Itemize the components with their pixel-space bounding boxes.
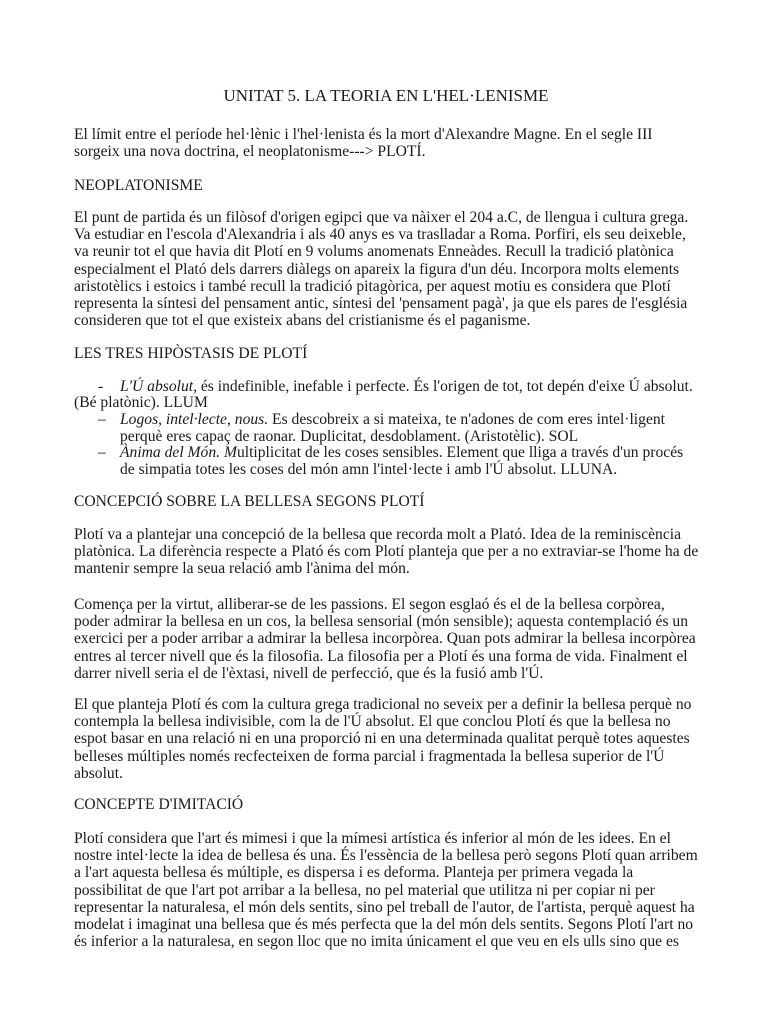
- list-item-text: [120, 444, 683, 461]
- paragraph-line: exercici per a poder arribar a admirar la bellesa incorpòrea. Quan pots admirar la bellesa incorpòrea: [74, 630, 696, 648]
- list-item-text: [120, 378, 693, 395]
- list-item-continuation: (Bé platònic). LLUM: [74, 394, 208, 411]
- list-item-italic: L'Ú absolut: [120, 378, 194, 395]
- paragraph-line: consideren que tot el que existeix abans del cristianisme és el paganisme.: [74, 312, 531, 330]
- list-item-rest: , és indefinible, inefable i perfecte. És l'origen de tot, tot depén d'eixe Ú absolut.: [193, 378, 693, 395]
- list-item-continuation: de simpatia totes les coses del món amn l'intel·lecte i amb l'Ú absolut. LLUNA.: [120, 461, 618, 478]
- neoplatonisme-paragraph: [74, 209, 698, 329]
- paragraph-line: nostre intel·lecte la idea de bellesa és una. És l'essència de la bellesa però segons Plotí quan arribem: [74, 847, 698, 865]
- bellesa-paragraph-1: [74, 526, 698, 578]
- paragraph-line: és inferior a la naturalesa, en segon lloc que no imita únicament el que veu en els ulls sino que es: [74, 933, 679, 951]
- list-item-italic: Logos, intel·lecte, nous.: [120, 411, 269, 428]
- paragraph-line: Plotí va a plantejar una concepció de la bellesa que recorda molt a Plató. Idea de la reminiscència: [74, 526, 682, 543]
- paragraph-line: El punt de partida és un filòsof d'origen egipci que va nàixer el 204 a.C, de llengua i cultura grega.: [74, 209, 689, 226]
- paragraph-line: El que planteja Plotí és com la cultura grega tradicional no seveix per a definir la bellesa perquè no: [74, 696, 692, 713]
- paragraph-line: possibilitat de que l'art pot arribar a la bellesa, no pel material que utilitza ni per copiar ni per: [74, 881, 655, 899]
- list-bullet: –: [98, 411, 106, 428]
- paragraph-line: representa la síntesi del pensament antic, síntesi del 'pensament pagà', ja que els pares de l'església: [74, 295, 688, 313]
- section-heading-imitacio: CONCEPTE D'IMITACIÓ: [74, 796, 244, 813]
- section-heading-neoplatonisme: NEOPLATONISME: [74, 177, 203, 194]
- paragraph-line: platònica. La diferència respecte a Plató és com Plotí planteja que per a no extraviar-se l'home ha de: [74, 543, 699, 561]
- imitacio-paragraph: [74, 830, 698, 950]
- paragraph-line: a l'art aquesta bellesa és múltiple, es dispersa i es deforma. Planteja per primera vegada la: [74, 864, 634, 882]
- paragraph-line: contempla la bellesa indivisible, com la de l'Ú absolut. El que conclou Plotí és que la bellesa no: [74, 713, 671, 731]
- paragraph-line: espot basar en una relació ni en una proporció ni en una determinada qualitat perquè totes aquestes: [74, 730, 690, 748]
- document-title: UNITAT 5. LA TEORIA EN L'HEL·LENISME: [223, 86, 549, 105]
- paragraph-line: modelat i imaginat una bellesa que és més perfecta que la del món dels sentits. Segons Plotí l'art no: [74, 916, 694, 934]
- paragraph-line: Plotí considera que l'art és mimesi i que la mímesi artística és inferior al món de les idees. En el: [74, 830, 671, 847]
- list-item-text: [120, 411, 665, 428]
- bellesa-paragraph-3: [74, 696, 698, 782]
- list-item-rest: ultiplicitat de les coses sensibles. Element que lliga a través d'un procés: [236, 444, 684, 461]
- section-heading-hipostasis: LES TRES HIPÒSTASIS DE PLOTÍ: [74, 345, 308, 362]
- paragraph-line: aristotèlics i estoics i també recull la tradició pitagòrica, per aquest motiu es considera que Plotí: [74, 277, 671, 295]
- paragraph-line: especialment el Plató dels darrers diàlegs on apareix la figura d'un déu. Incorpora molts elements: [74, 260, 680, 278]
- list-item-rest: Es descobreix a si mateixa, te n'adones de com eres intel·ligent: [268, 411, 665, 428]
- intro-line: sorgeix una nova doctrina, el neoplatonisme---> PLOTÍ.: [74, 143, 426, 161]
- paragraph-line: belleses múltiples només recfecteixen de forma parcial i fragmentada la bellesa superior de l'Ú: [74, 747, 665, 765]
- bellesa-paragraph-2: [74, 596, 698, 682]
- document-page: [74, 0, 698, 1024]
- paragraph-line: mantenir sempre la seua relació amb l'ànima del món.: [74, 560, 410, 578]
- paragraph-line: absolut.: [74, 764, 123, 782]
- paragraph-line: poder admirar la bellesa en un cos, la bellesa sensorial (món sensible); aquesta contemplació és un: [74, 613, 689, 631]
- intro-line: El límit entre el període hel·lènic i l'hel·lenista és la mort d'Alexandre Magne. En el segle III: [74, 126, 653, 143]
- paragraph-line: Va estudiar en l'escola d'Alexandria i als 40 anys es va traslladar a Roma. Porfiri, els seu deixeble,: [74, 226, 686, 244]
- list-item-italic: Ànima del Món. M: [120, 444, 237, 461]
- list-item-continuation: perquè eres capaç de raonar. Duplicitat, desdoblament. (Aristotèlic). SOL: [120, 428, 579, 445]
- section-heading-bellesa: CONCEPCIÓ SOBRE LA BELLESA SEGONS PLOTÍ: [74, 493, 425, 510]
- list-bullet: -: [98, 378, 104, 395]
- paragraph-line: va reunir tot el que havia dit Plotí en 9 volums anomenats Enneàdes. Recull la tradició platònica: [74, 243, 674, 261]
- intro-paragraph: [74, 126, 698, 160]
- paragraph-line: darrer nivell seria el de l'èxtasi, nivell de perfecció, que és la fusió amb l'Ú.: [74, 664, 544, 682]
- paragraph-line: entres al tercer nivell que és la filosofia. La filosofia per a Plotí és una forma de vida. Finalment el: [74, 647, 688, 665]
- paragraph-line: Comença per la virtut, alliberar-se de les passions. El segon esglaó és el de la bellesa corpòrea,: [74, 596, 665, 613]
- paragraph-line: representar la naturalesa, el món dels sentits, sino pel treball de l'autor, de l'artista, perquè aquest ha: [74, 898, 695, 916]
- list-bullet: –: [98, 444, 106, 461]
